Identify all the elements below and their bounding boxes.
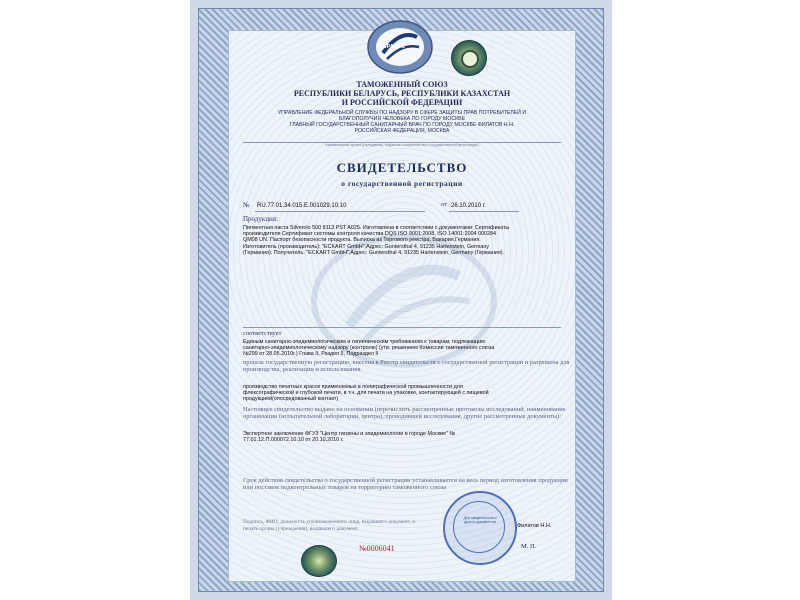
certificate-frame bbox=[190, 0, 612, 600]
registration-number: RU.77.01.34.015.Е.001029.10.10 bbox=[257, 203, 347, 209]
product-line-1: Пигментная паста Silverolo 500 8113 PST A025. Изготовлена в соответствии с документами: Сертификаты bbox=[243, 225, 510, 231]
union-line-1: ТАМОЖЕННЫЙ СОЮЗ bbox=[356, 80, 448, 89]
issuer-line-4: РОССИЙСКАЯ ФЕДЕРАЦИЯ, МОСКВА bbox=[354, 128, 450, 134]
issuer-line-2: БЛАГОПОЛУЧИЯ ЧЕЛОВЕКА ПО ГОРОДУ МОСКВЕ bbox=[338, 116, 466, 122]
divider-rule bbox=[243, 327, 561, 328]
union-line-2: РЕСПУБЛИКИ БЕЛАРУСЬ, РЕСПУБЛИКИ КАЗАХСТАН bbox=[293, 89, 511, 98]
certificate-sheet bbox=[228, 30, 576, 582]
issuer-line-3: ГЛАВНЫЙ ГОСУДАРСТВЕННЫЙ САНИТАРНЫЙ ВРАЧ ПО ГОРОДУ МОСКВЕ ФИЛАТОВ Н.Н. bbox=[289, 122, 515, 128]
registration-date: 26.10.2010 г. bbox=[451, 203, 486, 209]
product-label: Продукция: bbox=[243, 215, 278, 223]
product-line-4: Изготовитель (производитель): "ECKART GmbH",Адрес: Guntersthal 4, 91235 Hartenstein, Germany bbox=[243, 243, 490, 250]
conformity-label: соответствует bbox=[243, 330, 282, 337]
scope-line-3: продукцией(опосредованный контакт) bbox=[243, 396, 339, 403]
validity-statement: Срок действия свидетельства о государственной регистрации устанавливается на весь период изготовления продукции или поставок подконтрольных товаров на территорию таможенного союза bbox=[243, 477, 568, 492]
scope-line-1: производство печатных красок применяемых в полиграфической промышленности для bbox=[243, 384, 463, 390]
issuer-caption: (наименование органа (учреждения), выдавшего свидетельство о государственной регистрации) bbox=[325, 143, 479, 147]
basis-line-2: 77.01.12.П.000072.10.10 от 20.10.2010 г. bbox=[243, 437, 344, 444]
stamp-text: Для свидетельств и других документов bbox=[463, 516, 497, 524]
union-line-3: И РОССИЙСКОЙ ФЕДЕРАЦИИ bbox=[341, 98, 463, 107]
product-line-2: производителя Сертификат системы контроля качества DQS ISO 9001:2008, ISO 14001:2004 000284 bbox=[243, 231, 497, 238]
document-title: СВИДЕТЕЛЬСТВО bbox=[336, 160, 468, 175]
serial-number: №0006041 bbox=[359, 544, 395, 553]
product-description bbox=[243, 225, 573, 256]
basis-documents bbox=[243, 431, 573, 443]
issuer-line-1: УПРАВЛЕНИЕ ФЕДЕРАЛЬНОЙ СЛУЖБЫ ПО НАДЗОРУ В СФЕРЕ ЗАЩИТЫ ПРАВ ПОТРЕБИТЕЛЕЙ И bbox=[277, 110, 527, 116]
number-label: № bbox=[243, 201, 250, 209]
basis-line-1: Экспертное заключение ФГУЗ "Центр гигиены и эпидемиологии в городе Москве" № bbox=[243, 431, 456, 437]
date-label: от bbox=[441, 201, 448, 208]
mp-label: М. П. bbox=[521, 543, 537, 550]
number-rule bbox=[255, 211, 425, 212]
conformity-line-2: санитарно-эпидемиологическому надзору (контролю) (утв. решением Комиссии таможенного союза bbox=[243, 345, 495, 352]
scope-line-2: флексографической и глубокой печати, в т.ч. для печати на упаковке, контактирующей с пищевой bbox=[243, 390, 489, 397]
logo-text: ЕВРАЗЭС bbox=[379, 44, 406, 50]
date-rule bbox=[449, 211, 519, 212]
conformity-line-3: №299 от 28.05.2010г.) Глава II, Раздел 5, Подраздел II bbox=[243, 351, 379, 358]
registration-scope bbox=[243, 384, 573, 403]
official-stamp bbox=[443, 491, 517, 565]
hologram-seal bbox=[451, 40, 487, 76]
signature-caption: Подпись, ФИО, должность уполномоченного лица, выдавшего документ, и печать органа (учреждения), выдавшего документ bbox=[243, 519, 416, 532]
product-line-5: (Германия). Получатель: "ECKART GmbH",Адрес: Guntersthal 4, 91235 Hartenstein, Germany (Германия). bbox=[243, 249, 505, 256]
signatory-name: Филатов Н.Н. bbox=[517, 523, 552, 529]
conformity-line-1: Единым санитарно-эпидемиологическим и гигиеническим требованиям к товарам, подлежащим bbox=[243, 339, 485, 345]
registration-statement: прошла государственную регистрацию, внесена в Реестр свидетельств о государственной регистрации и разрешена для производства, реализации и использования bbox=[243, 359, 570, 374]
product-line-3: QM08 UN. Паспорт безопасности продукта. Выписка из Торгового реестра, Бавария,Германия. bbox=[243, 237, 481, 244]
conformity-text bbox=[243, 339, 573, 358]
bottom-hologram bbox=[301, 545, 337, 577]
document-subtitle: о государственной регистрации bbox=[341, 179, 463, 188]
basis-statement: Настоящее свидетельство выдано на основании (перечислить рассмотренные протоколы исследований, наименование организации (испытательной лаборатории, центра), проводившей исследования, другие рассмотренные документы): bbox=[243, 406, 566, 421]
